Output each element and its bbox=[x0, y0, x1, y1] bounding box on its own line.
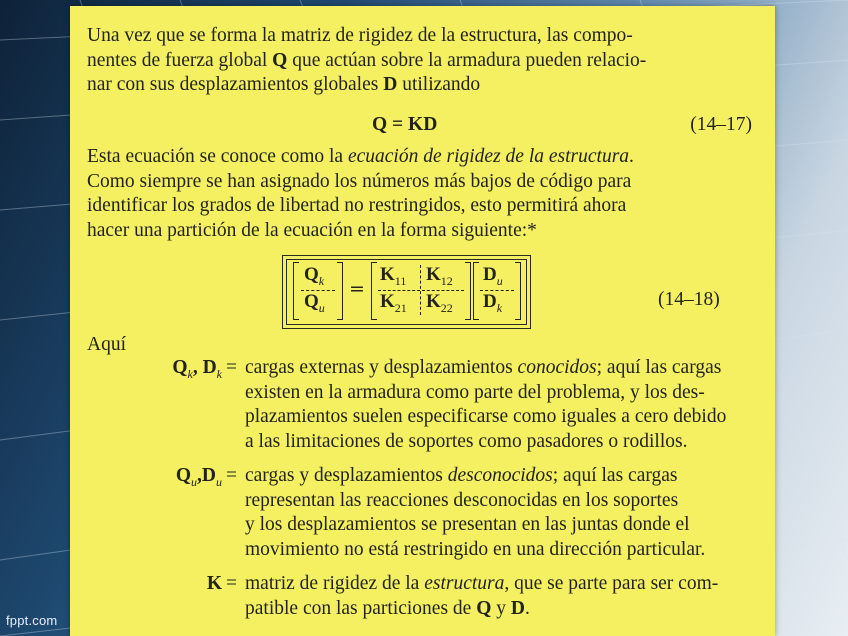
text-line: a las limitaciones de soportes como pasadores o rodillos. bbox=[245, 430, 688, 452]
text-line: plazamientos suelen especificarse como iguales a cero debido bbox=[245, 406, 727, 427]
vector-entry-d-k: $D_k$ bbox=[483, 291, 503, 315]
vector-entry-d-u: $D_u$ bbox=[483, 264, 503, 288]
left-bracket bbox=[293, 262, 299, 320]
right-bracket bbox=[515, 262, 521, 320]
left-bracket bbox=[371, 262, 377, 320]
stiffness-matrix bbox=[371, 262, 471, 318]
partition-line bbox=[420, 265, 421, 315]
text-line: hacer una partición de la ecuación en la forma siguiente:* bbox=[87, 219, 537, 241]
equals-sign: = bbox=[349, 278, 365, 300]
matrix-entry-k21: $K_{21}$ bbox=[380, 291, 407, 315]
text-line: y los desplazamientos se presentan en las juntas donde el bbox=[245, 514, 690, 535]
equation-number: (14–18) bbox=[658, 289, 720, 310]
vector-entry-q-u: $Q_u$ bbox=[304, 291, 325, 315]
text-line: Esta ecuación se conoce como la ecuación de rigidez de la estructura. bbox=[87, 146, 634, 167]
rhs-vector bbox=[473, 262, 521, 318]
text-line: cargas externas y desplazamientos conocidos; aquí las cargas bbox=[245, 357, 722, 378]
text-line: nentes de fuerza global Q que actúan sobre la armadura pueden relacio- bbox=[87, 49, 647, 71]
text-line: matriz de rigidez de la estructura, que se parte para ser com- bbox=[245, 573, 719, 594]
equation-14-17 bbox=[87, 113, 752, 139]
matrix-entry-k12: $K_{12}$ bbox=[426, 264, 453, 288]
right-bracket bbox=[337, 262, 343, 320]
text-line: representan las reacciones desconocidas en los soportes bbox=[245, 489, 679, 511]
matrix-entry-k22: $K_{22}$ bbox=[426, 291, 453, 315]
paragraph-explanation bbox=[87, 145, 757, 243]
equation-expression: Q = KD bbox=[372, 114, 438, 135]
matrix-entry-k11: $K_{11}$ bbox=[380, 264, 407, 288]
text-line: existen en la armadura como parte del problema, y los des- bbox=[245, 381, 705, 403]
definition-body bbox=[245, 464, 755, 562]
definitions-heading: Aquí bbox=[87, 334, 126, 355]
text-line: patible con las particiones de Q y D. bbox=[245, 597, 530, 619]
text-line: movimiento no está restringido en una dirección particular. bbox=[245, 538, 706, 560]
paragraph-intro bbox=[87, 24, 757, 98]
text-line: nar con sus desplazamientos globales D utilizando bbox=[87, 74, 481, 95]
lhs-vector bbox=[293, 262, 343, 318]
text-line: Como siempre se han asignado los números más bajos de código para bbox=[87, 170, 632, 192]
vector-entry-q-k: $Q_k$ bbox=[304, 264, 325, 288]
matrix-equation-box bbox=[282, 255, 531, 329]
definition-term: $Q_u,D_u$ = bbox=[175, 465, 237, 489]
text-line: cargas y desplazamientos desconocidos; aquí las cargas bbox=[245, 465, 678, 486]
text-line: identificar los grados de libertad no restringidos, esto permitirá ahora bbox=[87, 195, 627, 216]
equation-number: (14–17) bbox=[690, 114, 752, 135]
definition-body bbox=[245, 356, 755, 454]
definition-term: $Q_k$, $D_k$ = bbox=[172, 357, 237, 381]
textbook-page bbox=[70, 6, 775, 636]
definition-term: K = bbox=[206, 573, 237, 594]
definition-body bbox=[245, 572, 755, 621]
right-bracket bbox=[465, 262, 471, 320]
left-bracket bbox=[473, 262, 479, 320]
text-line: Una vez que se forma la matriz de rigidez de la estructura, las compo- bbox=[87, 25, 633, 46]
watermark: fppt.com bbox=[6, 613, 58, 628]
